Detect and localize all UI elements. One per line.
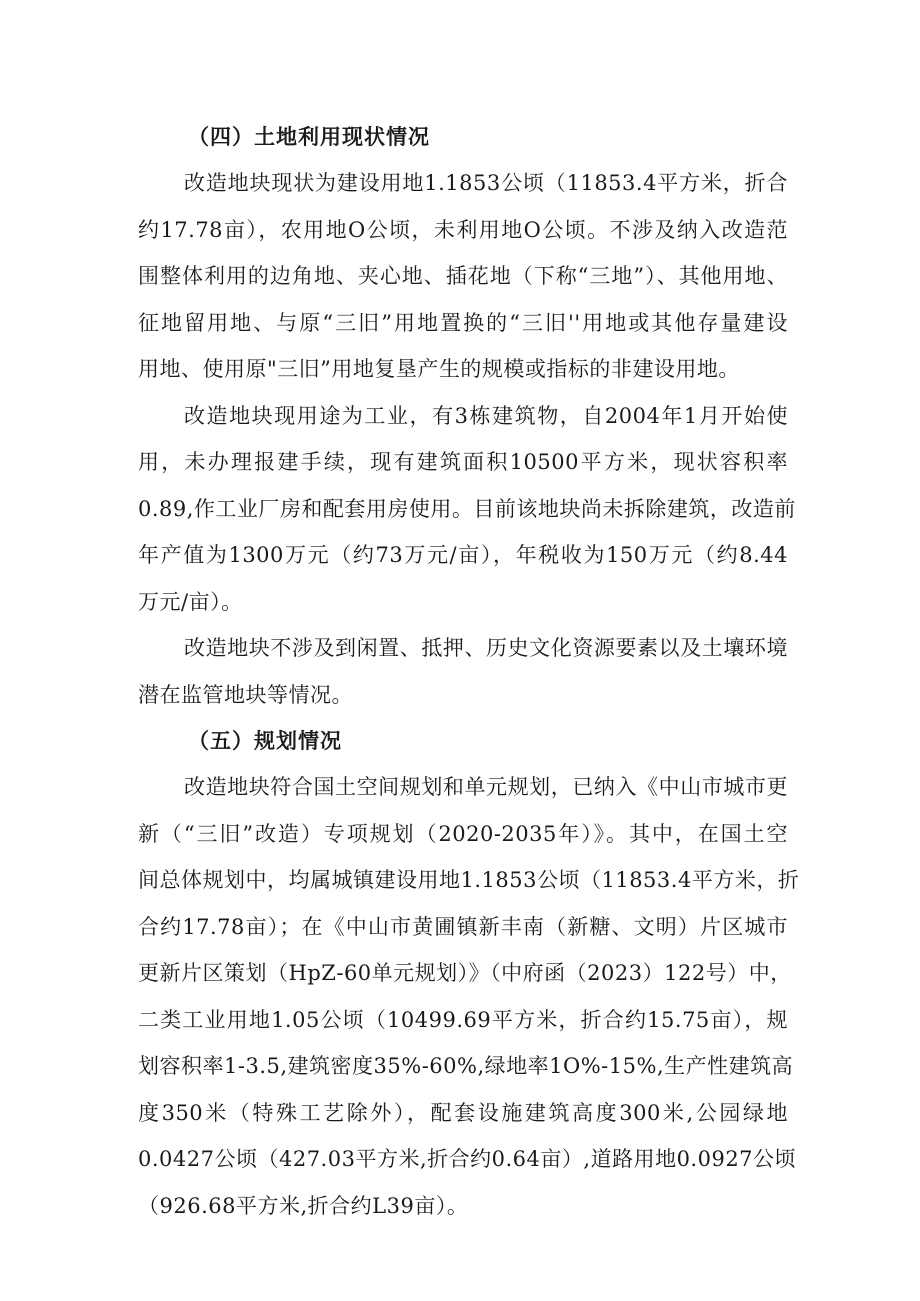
text-line: 间总体规划中，均属城镇建设用地1.1853公顷（11853.4平方米，折 [138, 868, 800, 892]
section-heading-land-use: （四）土地利用现状情况 [188, 124, 430, 149]
text-line: 度350米（特殊工艺除外），配套设施建筑高度300米,公园绿地 [138, 1100, 788, 1125]
text-line: 0.0427公顷（427.03平方米,折合约0.64亩）,道路用地0.0927公顷 [138, 1147, 797, 1171]
text-line: 用地、使用原"三旧”用地复垦产生的规模或指标的非建设用地。 [138, 357, 740, 381]
text-line: 改造地块现状为建设用地1.1853公顷（11853.4平方米，折合 [184, 171, 788, 195]
text-line: 划容积率1-3.5,建筑密度35%-60%,绿地率1O%-15%,生产性建筑高 [138, 1054, 794, 1078]
text-line: 改造地块符合国土空间规划和单元规划，已纳入《中山市城市更 [184, 775, 788, 799]
paragraph-planning [138, 764, 800, 1229]
text-line: 年产值为1300万元（约73万元/亩），年税收为150万元（约8.44 [138, 543, 788, 567]
text-line: 二类工业用地1.05公顷（10499.69平方米，折合约15.75亩），规 [138, 1007, 788, 1032]
text-line: 万元/亩）。 [138, 589, 243, 614]
section-heading-planning: （五）规划情况 [188, 728, 342, 753]
text-line: （926.68平方米,折合约L39亩）。 [138, 1193, 469, 1218]
paragraph-no-idle [138, 625, 788, 718]
paragraph-land-status [138, 160, 788, 393]
paragraph-current-use [138, 393, 796, 626]
text-line: 用，未办理报建手续，现有建筑面积10500平方米，现状容积率 [138, 450, 788, 474]
text-line: 更新片区策划（HpZ-60单元规划）》（中府函（2023）122号）中， [138, 961, 792, 985]
document-page [138, 114, 800, 1229]
text-line: 围整体利用的边角地、夹心地、插花地（下称“三地”）、其他用地、 [138, 264, 788, 288]
text-line: 改造地块不涉及到闲置、抵押、历史文化资源要素以及土壤环境 [184, 636, 788, 660]
text-line: 约17.78亩），农用地O公顷，未利用地O公顷。不涉及纳入改造范 [138, 217, 788, 242]
text-line: 征地留用地、与原“三旧”用地置换的“三旧''用地或其他存量建设 [138, 310, 788, 335]
text-line: 0.89,作工业厂房和配套用房使用。目前该地块尚未拆除建筑，改造前 [138, 496, 796, 521]
text-line: 改造地块现用途为工业，有3栋建筑物，自2004年1月开始使 [184, 403, 788, 428]
text-line: 合约17.78亩）；在《中山市黄圃镇新丰南（新糖、文明）片区城市 [138, 914, 788, 939]
text-line: 新（“三旧”改造）专项规划（2020-2035年）》。其中，在国土空 [138, 821, 788, 846]
text-line: 潜在监管地块等情况。 [138, 682, 353, 707]
